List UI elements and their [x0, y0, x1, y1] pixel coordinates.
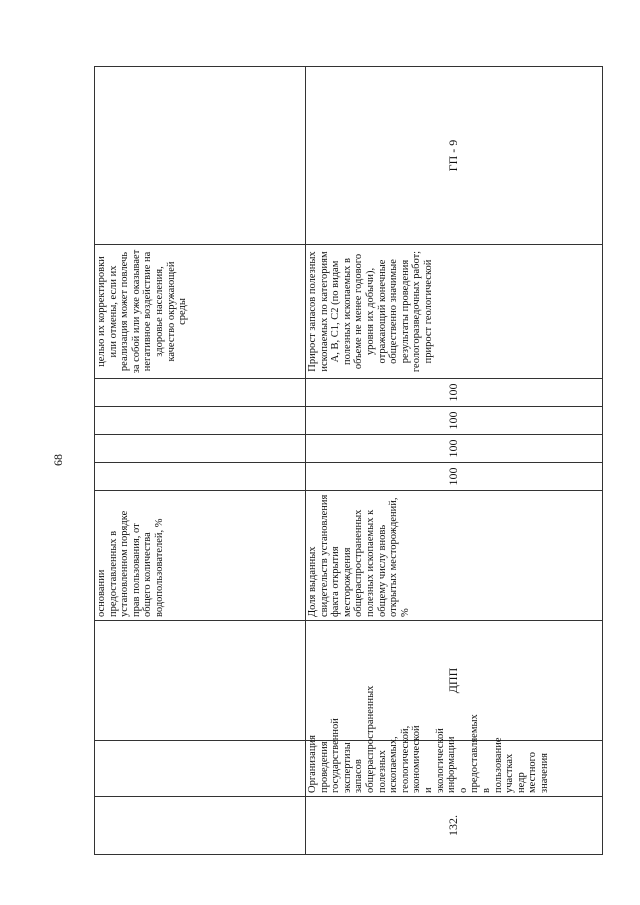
indicator-cell: Доля выданных свидетельств установления факта открытия месторождения общераспространенных полезных ископаемых к общему числу вновь открытых месторождений, %: [306, 491, 603, 621]
row-number-cell: 132.: [306, 797, 603, 855]
row-number-cell: [95, 797, 306, 855]
page-number: 68: [51, 454, 65, 466]
target-cell: Прирост запасов полезных ископаемых по категориям A, B, C1, C2 (по видам полезных ископаемых в объеме не менее годового уровня их добычи), отражающий конечные общественно значимые результаты проведения геологоразведочных работ; прирост геологической: [306, 245, 603, 379]
value-cell-3: [95, 407, 306, 435]
measure-name-cell: Организация проведения государственной экспертизы запасов общераспространенных полезных ископаемых, геологической, экономической и экологической информации о предоставляемых в пользование участках недр местного значения: [306, 741, 603, 797]
program-code-cell: ДПП: [306, 621, 603, 741]
indicator-cell: основании предоставленных в установленном порядке прав пользования, от общего количества водопользователей, %: [95, 491, 306, 621]
program-code-cell: [95, 621, 306, 741]
indicators-table: [94, 66, 603, 855]
value-cell-2: 100: [306, 435, 603, 463]
value-cell-1: [95, 463, 306, 491]
value-cell-3: 100: [306, 407, 603, 435]
document-page: [94, 67, 602, 855]
value-cell-2: [95, 435, 306, 463]
table-row: [95, 67, 306, 855]
value-cell-4: [95, 379, 306, 407]
state-program-cell: ГП - 9: [306, 67, 603, 245]
target-cell: целью их корректировки или отмены, если их реализация может повлечь за собой или уже оказывает негативное воздействие на здоровье населения, качество окружающей среды: [95, 245, 306, 379]
state-program-cell: [95, 67, 306, 245]
rotated-table-container: [94, 67, 602, 855]
value-cell-1: 100: [306, 463, 603, 491]
table-row: [306, 67, 603, 855]
value-cell-4: 100: [306, 379, 603, 407]
measure-name-cell: [95, 741, 306, 797]
